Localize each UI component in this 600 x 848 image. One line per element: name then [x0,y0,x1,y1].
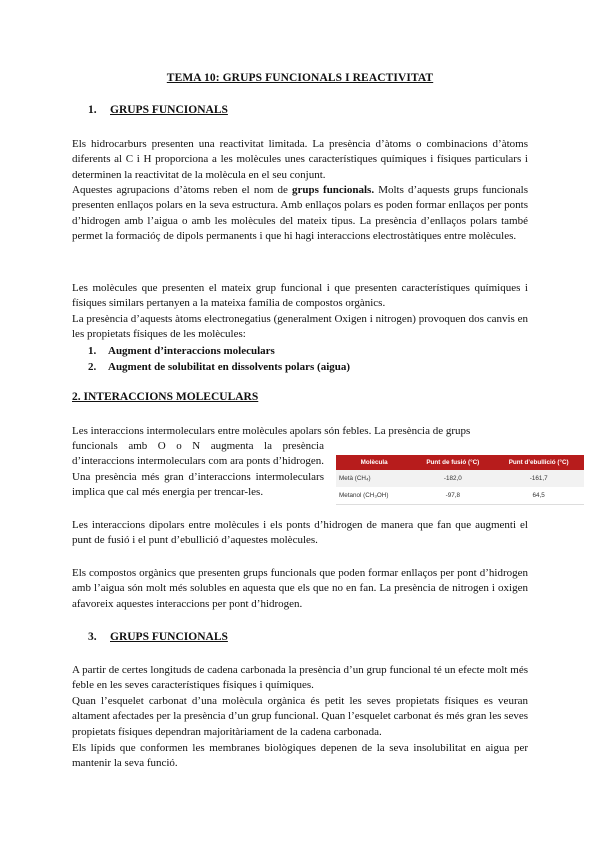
section-3-paragraph-3: Els lípids que conformen les membranes biològiques depenen de la seva insolubilitat en aigua per mantenir la seva funció. [72,742,528,770]
grups-funcionals-term: grups funcionals. [292,184,375,196]
section-1-paragraph-2 [72,183,528,244]
list-item-number: 2. [88,361,97,373]
section-3-paragraph-2: Quan l’esquelet carbonat d’una molècula orgànica és petit les seves propietats físiques es veuran altament afectades per la presència d’un grup funcional. Quan l’esquelet carbonat és més gran les seves propietats físiques dependran majoritàriament de la cadena carbonada. [72,695,528,738]
section-3-title: GRUPS FUNCIONALS [110,631,228,643]
table-cell: -161,7 [493,470,584,487]
boiling-points-table [336,455,584,505]
table-cell: -182,0 [412,470,493,487]
list-item-text: Augment d’interaccions moleculars [108,345,275,357]
table-cell: Metà (CH₄) [336,470,412,487]
section-3-number: 3. [88,631,97,643]
list-item-text: Augment de solubilitat en dissolvents polars (aigua) [108,361,351,373]
section-1-paragraph-1: Els hidrocarburs presenten una reactivitat limitada. La presència d’àtoms o combinacions d’àtoms diferents al C i H proporciona a les molècules unes característiques químiques i físiques particulars i determinen la reactivitat de la molècula en el seu conjunt. [72,138,528,181]
table-cell: 64,5 [493,487,584,505]
section-1-number: 1. [88,104,97,116]
section-1-paragraph-3: Les molècules que presenten el mateix grup funcional i que presenten característiques químiques i físiques similars pertanyen a la mateixa família de compostos orgànics. [72,282,528,310]
table-header-row [336,455,584,470]
table-row [336,470,584,487]
table-header-cell: Punt de fusió (°C) [412,455,493,470]
section-2-paragraph-1-rest: funcionals amb O o N augmenta la presència d’interaccions intermoleculars com ara ponts d’hidrogen. Una presència més gran d’interaccions intermoleculars implica que cal més energia per trencar-les. [72,440,324,498]
section-2-heading: 2. INTERACCIONS MOLECULARS [72,391,259,403]
list-item-number: 1. [88,345,97,357]
table-row [336,487,584,505]
section-2-paragraph-1-line-1: Les interaccions intermoleculars entre molècules apolars són febles. La presència de grups [72,425,471,437]
table-header-cell: Punt d’ebullició (°C) [493,455,584,470]
table-cell: Metanol (CH₃OH) [336,487,412,505]
changes-list [88,343,350,375]
page-title: TEMA 10: GRUPS FUNCIONALS I REACTIVITAT [166,72,434,84]
section-3-heading [88,631,228,643]
section-1-paragraph-2-end: Molts d’aquests grups funcionals presenten enllaços polars en la seva estructura. Amb enllaços polars es poden formar enllaços per ponts d’hidrogen amb l’aigua o amb les molècules del mateix tipus. La presència d’enllaços polars també permet la formacióç de dipols permanents i que hi hagi interaccions electrostàtiques entre molècules. [72,184,529,242]
section-2-paragraph-2: Les interaccions dipolars entre molècules i els ponts d’hidrogen de manera que fan que augmenti el punt de fusió i el punt d’ebullició d’aquestes molècules. [72,519,528,547]
table-cell: -97,8 [412,487,493,505]
section-1-heading [88,104,228,116]
section-1-title: GRUPS FUNCIONALS [110,104,228,116]
section-1-paragraph-4: La presència d’aquests àtoms electronegatius (generalment Oxigen i nitrogen) provoquen dos canvis en les propietats físiques de les molècules: [72,313,528,341]
list-item [88,359,350,375]
list-item [88,343,350,359]
table-header-cell: Molècula [336,455,412,470]
section-1-paragraph-2-start: Aquestes agrupacions d’àtoms reben el nom de [72,184,293,196]
section-3-paragraph-1: A partir de certes longituds de cadena carbonada la presència d’un grup funcional té un efecte molt més feble en les seves característiques físiques i químiques. [72,664,528,692]
section-2-paragraph-3: Els compostos orgànics que presenten grups funcionals que poden formar enllaços per pont d’hidrogen amb l’aigua són molt més solubles en aquesta que els que no en fan. La presència de nitrogen i oxigen afavoreix aquestes interaccions per pont d’hidrogen. [72,567,528,610]
